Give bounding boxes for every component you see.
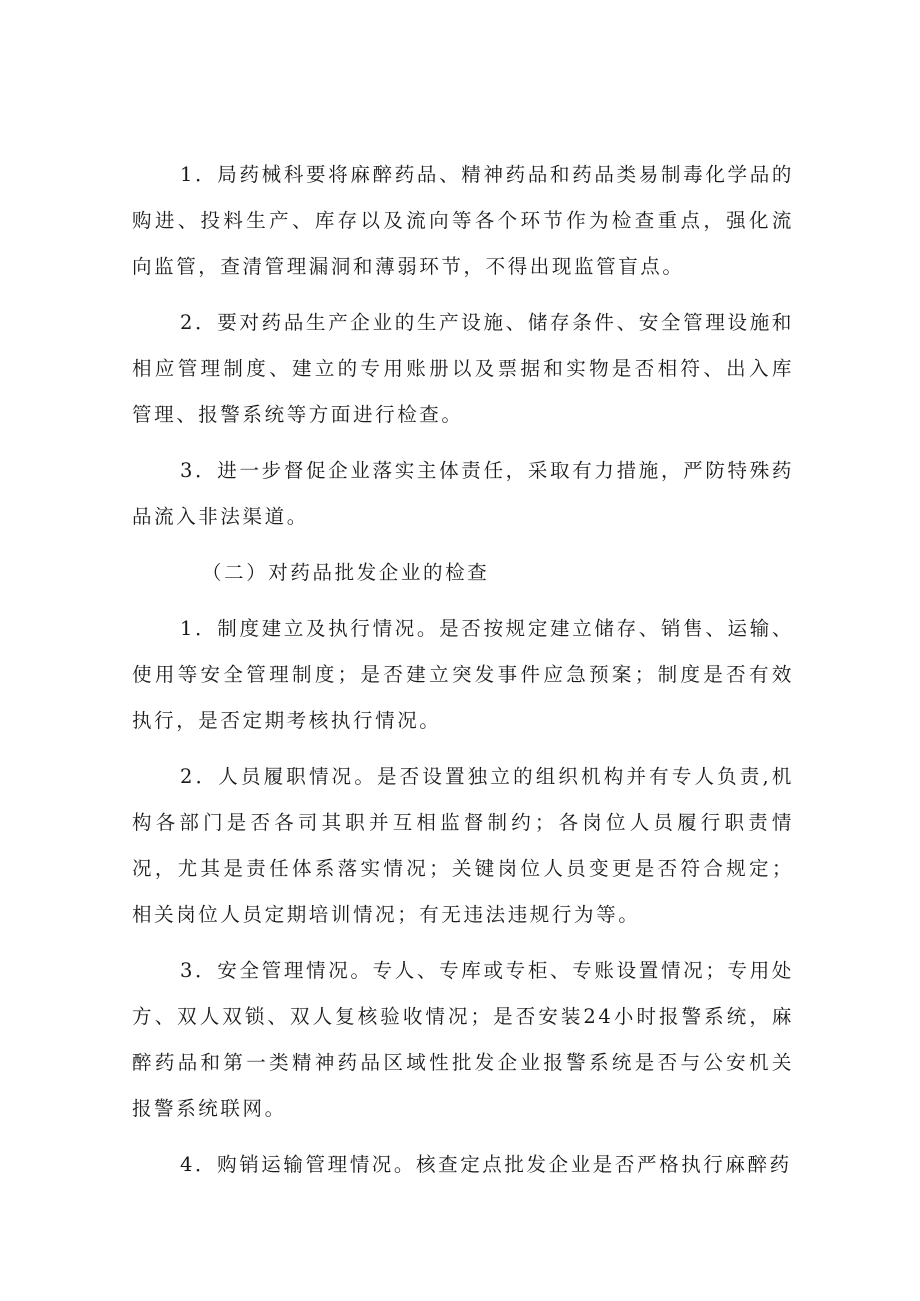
paragraph-wholesale-item-1: 1．制度建立及执行情况。是否按规定建立储存、销售、运输、使用等安全管理制度；是否建立突发事件应急预案；制度是否有效执行，是否定期考核执行情况。 [132,617,794,732]
paragraph-production-item-1: 1．局药械科要将麻醉药品、精神药品和药品类易制毒化学品的购进、投料生产、库存以及流向等各个环节作为检查重点，强化流向监管，查清管理漏洞和薄弱环节，不得出现监管盲点。 [132,163,794,278]
document-body [132,152,794,1198]
section-heading-wholesale: （二）对药品批发企业的检查 [202,561,490,584]
paragraph-wholesale-item-4: 4．购销运输管理情况。核查定点批发企业是否严格执行麻醉药 [180,1153,792,1176]
paragraph-wholesale-item-2: 2．人员履职情况。是否设置独立的组织机构并有专人负责,机构各部门是否各司其职并互相监督制约；各岗位人员履行职责情况，尤其是责任体系落实情况；关键岗位人员变更是否符合规定；相关岗位人员定期培训情况；有无违法违规行为等。 [132,765,794,926]
paragraph-wholesale-item-3: 3．安全管理情况。专人、专库或专柜、专账设置情况；专用处方、双人双锁、双人复核验收情况；是否安装24小时报警系统，麻醉药品和第一类精神药品区域性批发企业报警系统是否与公安机关报警系统联网。 [132,959,794,1120]
paragraph-production-item-3: 3．进一步督促企业落实主体责任，采取有力措施，严防特殊药品流入非法渠道。 [132,459,794,528]
paragraph-production-item-2: 2．要对药品生产企业的生产设施、储存条件、安全管理设施和相应管理制度、建立的专用账册以及票据和实物是否相符、出入库管理、报警系统等方面进行检查。 [132,311,794,426]
